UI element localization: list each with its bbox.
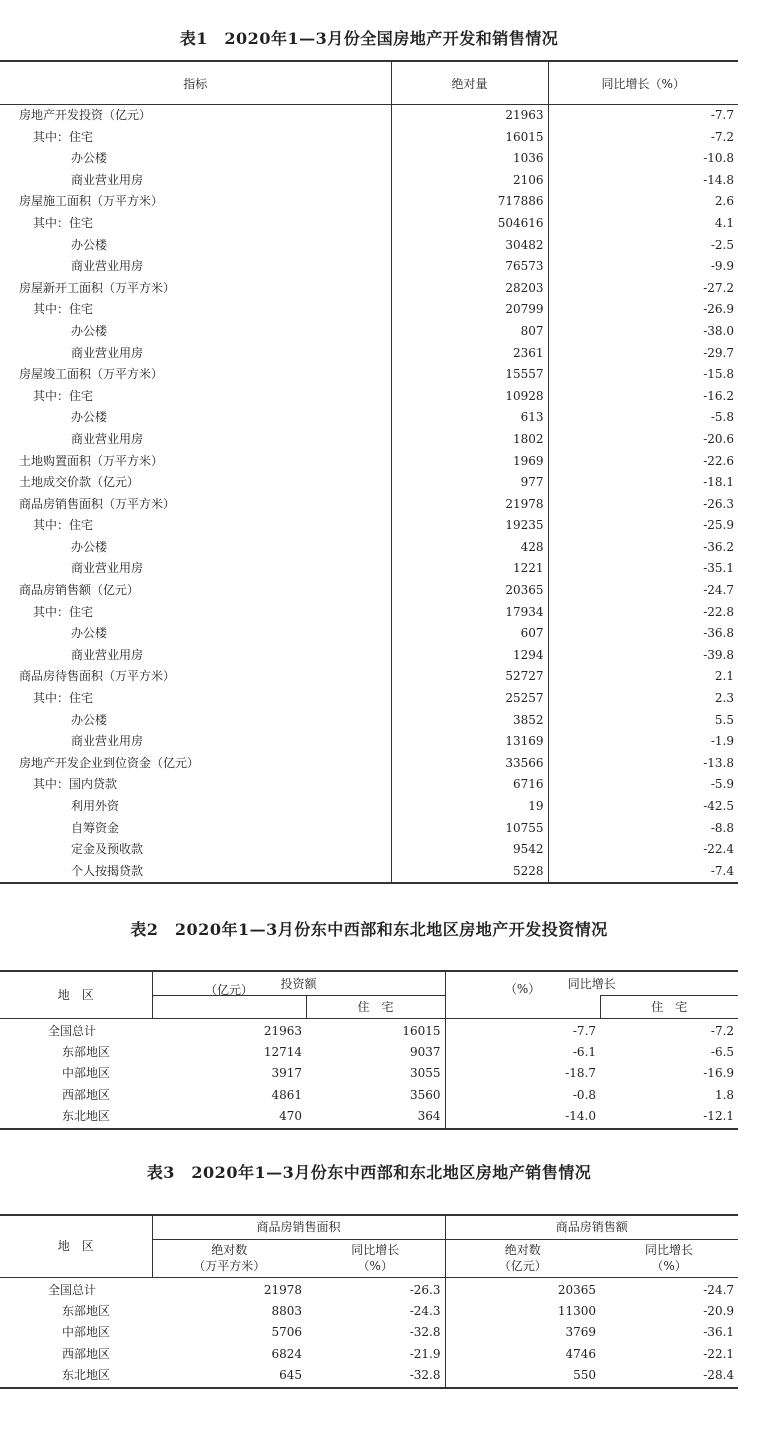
row-value: 20365 <box>391 580 548 602</box>
row-growth: -26.9 <box>703 302 734 317</box>
sales-value: 11300 <box>557 1303 597 1318</box>
table-row <box>0 170 738 192</box>
row-value: 504616 <box>391 213 548 235</box>
row-value: 607 <box>391 623 548 645</box>
table-row <box>0 321 738 343</box>
t3-sales-growth-label: 同比增长 <box>645 1243 694 1257</box>
growth-value: -18.7 <box>565 1066 597 1081</box>
region-name: 中部地区 <box>62 1066 111 1081</box>
row-value: 6716 <box>391 774 548 796</box>
invest-value: 12714 <box>263 1044 302 1059</box>
table1 <box>0 60 738 884</box>
table3 <box>0 1214 738 1389</box>
row-label: 商业营业用房 <box>0 558 391 580</box>
table-row <box>0 602 738 624</box>
invest-value: 4861 <box>271 1087 302 1102</box>
region-name: 东部地区 <box>62 1303 111 1318</box>
table2-title: 表2 2020年1—3月份东中西部和东北地区房地产开发投资情况 <box>130 920 608 939</box>
table-row <box>0 839 738 861</box>
growth-value: -0.8 <box>572 1087 597 1102</box>
row-value: 1036 <box>391 148 548 170</box>
table-row <box>0 1042 738 1063</box>
table-row <box>0 299 738 321</box>
table-row <box>0 235 738 257</box>
table-row <box>0 580 738 602</box>
row-growth: -39.8 <box>703 647 734 662</box>
table-row <box>0 688 738 710</box>
row-label: 其中：住宅 <box>0 299 391 321</box>
row-value: 19 <box>391 796 548 818</box>
region-name: 东北地区 <box>62 1368 111 1383</box>
sales-growth-value: -22.1 <box>703 1346 735 1361</box>
row-label: 办公楼 <box>0 537 391 559</box>
table-row <box>0 343 738 365</box>
region-name: 东部地区 <box>62 1044 111 1059</box>
growth-housing-value: -7.2 <box>710 1023 735 1038</box>
table3-title: 表3 2020年1—3月份东中西部和东北地区房地产销售情况 <box>146 1163 592 1182</box>
region-name: 东北地区 <box>62 1109 111 1124</box>
t2-header-region: 地 区 <box>0 971 152 1018</box>
region-name: 全国总计 <box>48 1282 97 1297</box>
row-value: 9542 <box>391 839 548 861</box>
row-growth: 2.1 <box>714 669 734 684</box>
table-row <box>0 1301 738 1322</box>
row-growth: 5.5 <box>714 712 734 727</box>
invest-housing-value: 3560 <box>306 1085 445 1106</box>
row-value: 13169 <box>391 731 548 753</box>
row-label: 办公楼 <box>0 623 391 645</box>
t2-growth-unit: （%） <box>504 982 541 996</box>
area-value: 6824 <box>271 1346 302 1361</box>
t3-header-area-abs <box>152 1239 306 1277</box>
table-row <box>0 386 738 408</box>
table-row <box>0 645 738 667</box>
row-growth: -22.4 <box>703 842 734 857</box>
row-label: 土地购置面积（万平方米） <box>0 451 391 473</box>
row-value: 52727 <box>391 666 548 688</box>
row-value: 1221 <box>391 558 548 580</box>
row-label: 其中：住宅 <box>0 515 391 537</box>
row-value: 15557 <box>391 364 548 386</box>
table-row <box>0 666 738 688</box>
row-label: 其中：住宅 <box>0 213 391 235</box>
t3-area-abs-unit: （万平方米） <box>193 1259 266 1273</box>
row-label: 办公楼 <box>0 235 391 257</box>
table-row <box>0 1063 738 1084</box>
row-growth: -22.8 <box>703 604 734 619</box>
growth-value: -7.7 <box>572 1023 597 1038</box>
row-growth: -2.5 <box>710 237 734 252</box>
table-row <box>0 818 738 840</box>
row-growth: -7.4 <box>710 863 734 878</box>
row-value: 19235 <box>391 515 548 537</box>
row-value: 21978 <box>391 494 548 516</box>
row-value: 76573 <box>391 256 548 278</box>
area-growth-value: -24.3 <box>306 1301 445 1322</box>
sales-value: 3769 <box>565 1325 597 1340</box>
row-growth: -9.9 <box>710 259 734 274</box>
row-value: 613 <box>391 407 548 429</box>
invest-value: 21963 <box>263 1023 302 1038</box>
t2-header-growth-unit <box>445 982 600 1018</box>
sales-growth-value: -36.1 <box>703 1325 735 1340</box>
t3-header-region: 地 区 <box>0 1215 152 1277</box>
row-growth: -1.9 <box>710 734 734 749</box>
row-growth: -27.2 <box>703 280 734 295</box>
row-growth: -5.9 <box>710 777 734 792</box>
row-label: 商品房待售面积（万平方米） <box>0 666 391 688</box>
table-row <box>0 558 738 580</box>
t3-sales-abs-unit: （亿元） <box>498 1259 547 1273</box>
header-growth: 同比增长（%） <box>548 61 738 105</box>
row-value: 10928 <box>391 386 548 408</box>
growth-housing-value: -6.5 <box>710 1044 735 1059</box>
row-growth: -24.7 <box>703 583 734 598</box>
table-row <box>0 364 738 386</box>
row-growth: -18.1 <box>703 475 734 490</box>
t3-sales-growth-unit: （%） <box>651 1259 687 1273</box>
area-value: 645 <box>279 1368 302 1383</box>
table-row <box>0 515 738 537</box>
row-growth: -25.9 <box>703 518 734 533</box>
table-row <box>0 1322 738 1343</box>
t2-header-invest-unit <box>152 982 306 1018</box>
row-growth: -36.2 <box>703 539 734 554</box>
row-label: 个人按揭贷款 <box>0 861 391 884</box>
row-value: 717886 <box>391 191 548 213</box>
row-growth: -38.0 <box>703 323 734 338</box>
table-row <box>0 1365 738 1387</box>
row-value: 1802 <box>391 429 548 451</box>
growth-housing-value: -12.1 <box>703 1109 735 1124</box>
t2-header-growth <box>445 971 738 995</box>
table-row <box>0 451 738 473</box>
row-value: 25257 <box>391 688 548 710</box>
row-value: 16015 <box>391 127 548 149</box>
row-growth: -15.8 <box>703 367 734 382</box>
row-label: 办公楼 <box>0 148 391 170</box>
table-row <box>0 861 738 884</box>
row-label: 其中：住宅 <box>0 602 391 624</box>
row-label: 办公楼 <box>0 407 391 429</box>
row-label: 土地成交价款（亿元） <box>0 472 391 494</box>
invest-housing-value: 364 <box>306 1106 445 1128</box>
growth-value: -14.0 <box>565 1109 597 1124</box>
table1-title: 表1 2020年1—3月份全国房地产开发和销售情况 <box>179 29 559 48</box>
row-value: 28203 <box>391 278 548 300</box>
row-value: 20799 <box>391 299 548 321</box>
table-row <box>0 407 738 429</box>
row-label: 其中：住宅 <box>0 127 391 149</box>
row-growth: -13.8 <box>703 755 734 770</box>
row-growth: -7.2 <box>710 129 734 144</box>
row-value: 21963 <box>391 105 548 127</box>
row-value: 1969 <box>391 451 548 473</box>
t3-header-sales: 商品房销售额 <box>445 1215 738 1239</box>
table2 <box>0 970 738 1130</box>
table1-body <box>0 105 738 884</box>
row-label: 利用外资 <box>0 796 391 818</box>
row-value: 3852 <box>391 710 548 732</box>
region-name: 中部地区 <box>62 1325 111 1340</box>
row-value: 428 <box>391 537 548 559</box>
row-label: 房屋竣工面积（万平方米） <box>0 364 391 386</box>
t3-header-sales-abs <box>445 1239 600 1277</box>
row-label: 自筹资金 <box>0 818 391 840</box>
table-row <box>0 753 738 775</box>
table-row <box>0 537 738 559</box>
row-label: 定金及预收款 <box>0 839 391 861</box>
table-row <box>0 1106 738 1128</box>
table3-body <box>0 1277 738 1388</box>
table1-header-row <box>0 61 738 105</box>
table-row <box>0 1344 738 1365</box>
row-growth: -10.8 <box>703 151 734 166</box>
header-indicator: 指标 <box>0 61 391 105</box>
area-value: 5706 <box>271 1325 302 1340</box>
t2-header-growth-label: 同比增长 <box>567 977 616 991</box>
row-value: 2106 <box>391 170 548 192</box>
row-growth: -14.8 <box>703 172 734 187</box>
row-value: 977 <box>391 472 548 494</box>
row-label: 商业营业用房 <box>0 256 391 278</box>
row-value: 30482 <box>391 235 548 257</box>
sales-growth-value: -28.4 <box>703 1368 735 1383</box>
row-label: 其中：住宅 <box>0 386 391 408</box>
area-growth-value: -32.8 <box>306 1365 445 1387</box>
row-growth: -29.7 <box>703 345 734 360</box>
row-growth: -16.2 <box>703 388 734 403</box>
table-row <box>0 213 738 235</box>
header-absolute: 绝对量 <box>391 61 548 105</box>
row-label: 其中：住宅 <box>0 688 391 710</box>
table-row <box>0 429 738 451</box>
area-growth-value: -26.3 <box>306 1277 445 1301</box>
row-label: 房地产开发投资（亿元） <box>0 105 391 127</box>
table-row <box>0 710 738 732</box>
row-growth: 4.1 <box>714 215 734 230</box>
area-value: 21978 <box>263 1282 302 1297</box>
table-row <box>0 105 738 127</box>
row-label: 商业营业用房 <box>0 731 391 753</box>
row-label: 商品房销售面积（万平方米） <box>0 494 391 516</box>
row-value: 5228 <box>391 861 548 884</box>
t2-header-growth-housing: 住 宅 <box>600 995 738 1018</box>
growth-housing-value: -16.9 <box>703 1066 735 1081</box>
table-row <box>0 731 738 753</box>
row-label: 商业营业用房 <box>0 429 391 451</box>
row-label: 商业营业用房 <box>0 645 391 667</box>
row-label: 商业营业用房 <box>0 343 391 365</box>
t3-area-abs-label: 绝对数 <box>211 1243 248 1257</box>
row-growth: 2.3 <box>714 691 734 706</box>
row-label: 商品房销售额（亿元） <box>0 580 391 602</box>
t3-area-growth-label: 同比增长 <box>351 1243 400 1257</box>
growth-housing-value: 1.8 <box>714 1087 735 1102</box>
sales-growth-value: -20.9 <box>703 1303 735 1318</box>
table-row <box>0 1018 738 1042</box>
row-growth: -26.3 <box>703 496 734 511</box>
area-growth-value: -21.9 <box>306 1344 445 1365</box>
row-value: 33566 <box>391 753 548 775</box>
t2-header-invest-housing: 住 宅 <box>306 995 445 1018</box>
region-name: 西部地区 <box>62 1087 111 1102</box>
row-growth: -20.6 <box>703 431 734 446</box>
t3-header-area: 商品房销售面积 <box>152 1215 445 1239</box>
row-label: 商业营业用房 <box>0 170 391 192</box>
row-value: 1294 <box>391 645 548 667</box>
invest-housing-value: 16015 <box>306 1018 445 1042</box>
row-growth: -36.8 <box>703 626 734 641</box>
row-growth: -22.6 <box>703 453 734 468</box>
invest-housing-value: 9037 <box>306 1042 445 1063</box>
sales-value: 4746 <box>565 1346 597 1361</box>
row-growth: -42.5 <box>703 799 734 813</box>
row-label: 其中：国内贷款 <box>0 774 391 796</box>
row-growth: 2.6 <box>714 194 734 209</box>
row-label: 房地产开发企业到位资金（亿元） <box>0 753 391 775</box>
table-row <box>0 494 738 516</box>
row-value: 10755 <box>391 818 548 840</box>
row-growth: -8.8 <box>710 820 734 835</box>
sales-value: 550 <box>573 1368 597 1383</box>
table-row <box>0 1085 738 1106</box>
invest-value: 470 <box>279 1109 302 1124</box>
table-row <box>0 1277 738 1301</box>
table-row <box>0 278 738 300</box>
table-row <box>0 127 738 149</box>
table-row <box>0 191 738 213</box>
invest-value: 3917 <box>271 1066 302 1081</box>
t2-header-invest-label: 投资额 <box>280 977 317 991</box>
row-value: 2361 <box>391 343 548 365</box>
row-label: 房屋新开工面积（万平方米） <box>0 278 391 300</box>
row-value: 17934 <box>391 602 548 624</box>
area-value: 8803 <box>271 1303 302 1318</box>
table-row <box>0 623 738 645</box>
row-growth: -7.7 <box>710 108 734 122</box>
growth-value: -6.1 <box>572 1044 597 1059</box>
row-value: 807 <box>391 321 548 343</box>
area-growth-value: -32.8 <box>306 1322 445 1343</box>
row-label: 办公楼 <box>0 710 391 732</box>
region-name: 全国总计 <box>48 1023 97 1038</box>
t3-header-sales-growth <box>600 1239 738 1277</box>
t2-header-invest <box>152 971 445 995</box>
t3-sales-abs-label: 绝对数 <box>504 1243 541 1257</box>
region-name: 西部地区 <box>62 1346 111 1361</box>
table-row <box>0 472 738 494</box>
t2-invest-unit: （亿元） <box>204 982 253 997</box>
row-growth: -35.1 <box>703 561 734 576</box>
table-row <box>0 774 738 796</box>
row-growth: -5.8 <box>710 410 734 425</box>
t3-area-growth-unit: （%） <box>357 1259 393 1273</box>
sales-value: 20365 <box>557 1282 597 1297</box>
table-row <box>0 256 738 278</box>
t3-header-area-growth <box>306 1239 445 1277</box>
invest-housing-value: 3055 <box>306 1063 445 1084</box>
row-label: 办公楼 <box>0 321 391 343</box>
table2-body <box>0 1018 738 1129</box>
sales-growth-value: -24.7 <box>703 1282 735 1297</box>
table-row <box>0 148 738 170</box>
table-row <box>0 796 738 818</box>
row-label: 房屋施工面积（万平方米） <box>0 191 391 213</box>
